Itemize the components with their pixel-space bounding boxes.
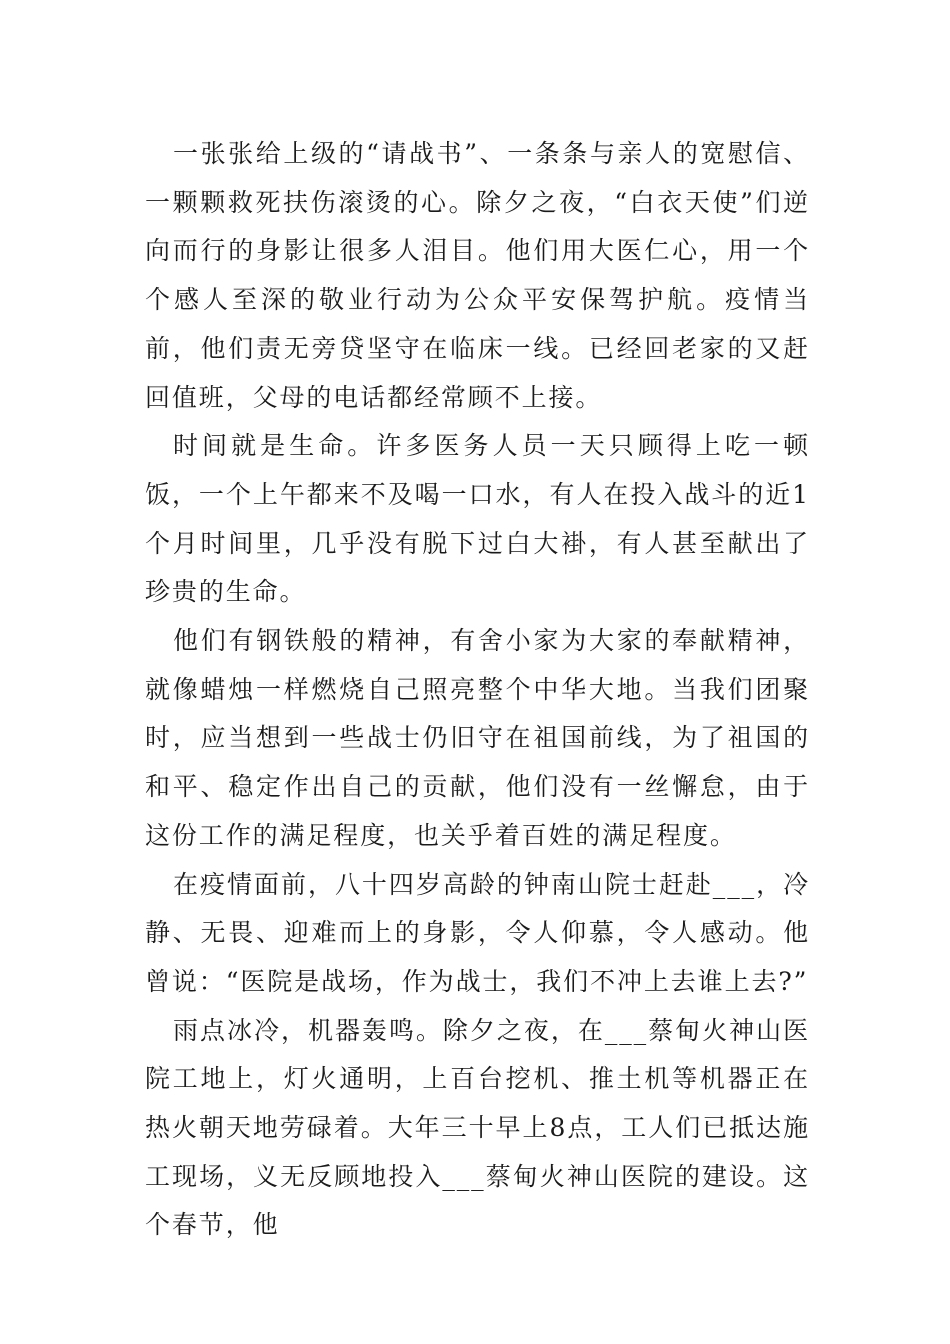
document-body xyxy=(145,130,810,1250)
paragraph-4: 在疫情面前，八十四岁高龄的钟南山院士赶赴___，冷静、无畏、迎难而上的身影，令人仰慕，令人感动。他曾说：“医院是战场，作为战士，我们不冲上去谁上去?” xyxy=(145,869,810,996)
paragraph-5: 雨点冰冷，机器轰鸣。除夕之夜，在___蔡甸火神山医院工地上，灯火通明，上百台挖机、推土机等机器正在热火朝天地劳碌着。大年三十早上8点，工人们已抵达施工现场，义无反顾地投入___蔡甸火神山医院的建设。这个春节，他 xyxy=(145,1015,810,1240)
paragraph-3: 他们有钢铁般的精神，有舍小家为大家的奉献精神，就像蜡烛一样燃烧自己照亮整个中华大地。当我们团聚时，应当想到一些战士仍旧守在祖国前线，为了祖国的和平、稳定作出自己的贡献，他们没有一丝懈怠，由于这份工作的满足程度，也关乎着百姓的满足程度。 xyxy=(145,626,810,850)
paragraph-1: 一张张给上级的“请战书”、一条条与亲人的宽慰信、一颗颗救死扶伤滚烫的心。除夕之夜，“白衣天使”们逆向而行的身影让很多人泪目。他们用大医仁心，用一个个感人至深的敬业行动为公众平安保驾护航。疫情当前，他们责无旁贷坚守在临床一线。已经回老家的又赶回值班，父母的电话都经常顾不上接。 xyxy=(145,139,810,412)
paragraph-2: 时间就是生命。许多医务人员一天只顾得上吃一顿饭，一个上午都来不及喝一口水，有人在投入战斗的近1个月时间里，几乎没有脱下过白大褂，有人甚至献出了珍贵的生命。 xyxy=(145,431,810,607)
